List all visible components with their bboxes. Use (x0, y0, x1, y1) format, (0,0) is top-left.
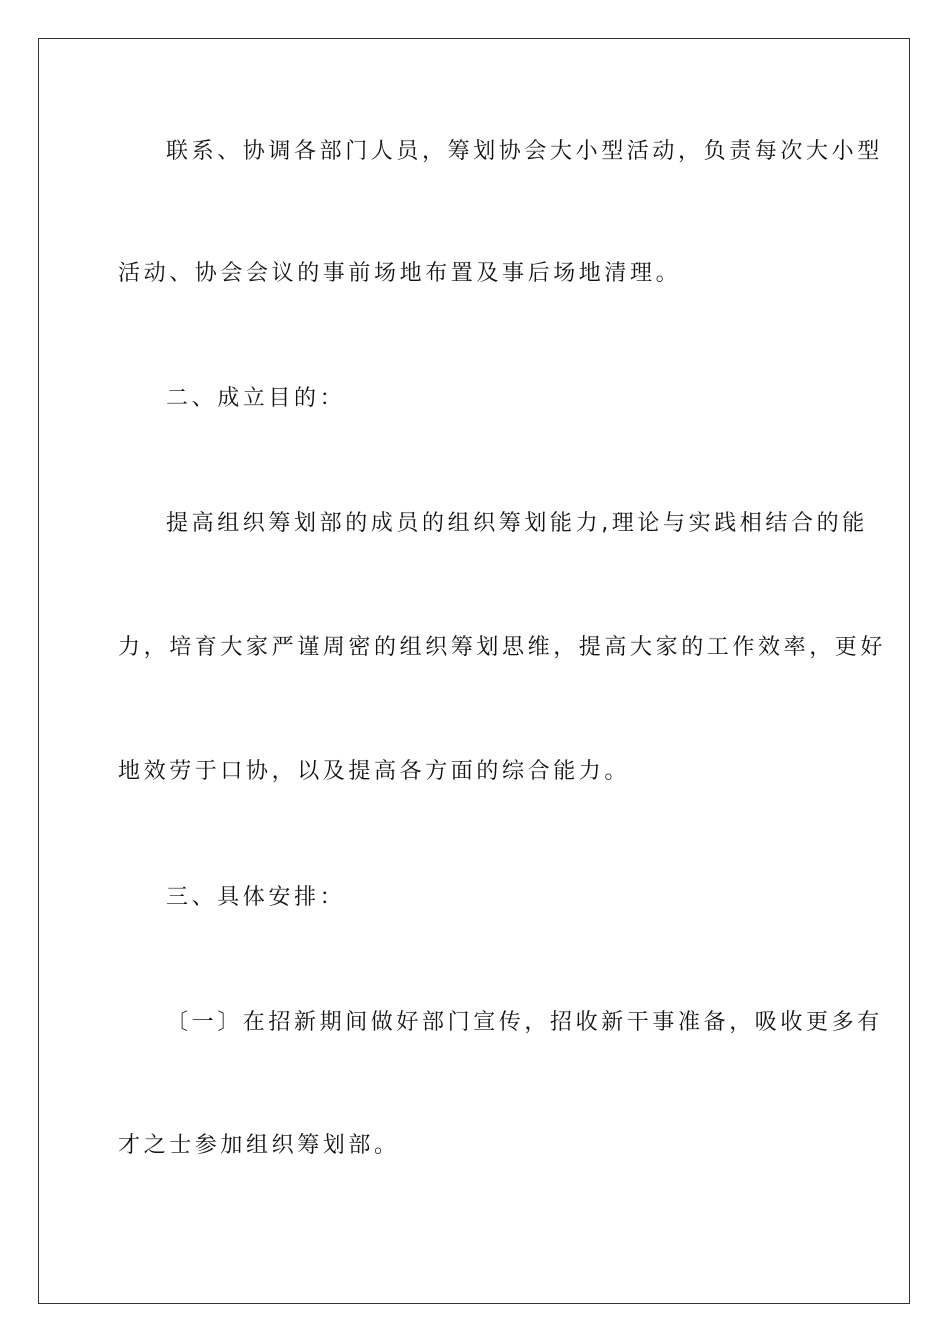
section-heading-2: 二、成立目的： (166, 386, 346, 411)
paragraph-line-1: 联系、协调各部门人员，筹划协会大小型活动，负责每次大小型 (166, 139, 883, 164)
section-heading-3: 三、具体安排： (166, 885, 346, 910)
paragraph-line-2: 活动、协会会议的事前场地布置及事后场地清理。 (118, 261, 682, 286)
paragraph-line-6: 〔一〕在招新期间做好部门宣传，招收新干事准备，吸收更多有 (166, 1010, 883, 1035)
paragraph-line-3: 提高组织筹划部的成员的组织筹划能力,理论与实践相结合的能 (166, 511, 868, 536)
paragraph-line-4: 力，培育大家严谨周密的组织筹划思维，提高大家的工作效率，更好 (118, 635, 887, 660)
paragraph-line-7: 才之士参加组织筹划部。 (118, 1133, 400, 1158)
paragraph-line-5: 地效劳于口协，以及提高各方面的综合能力。 (118, 759, 631, 784)
page-border (38, 38, 910, 1304)
